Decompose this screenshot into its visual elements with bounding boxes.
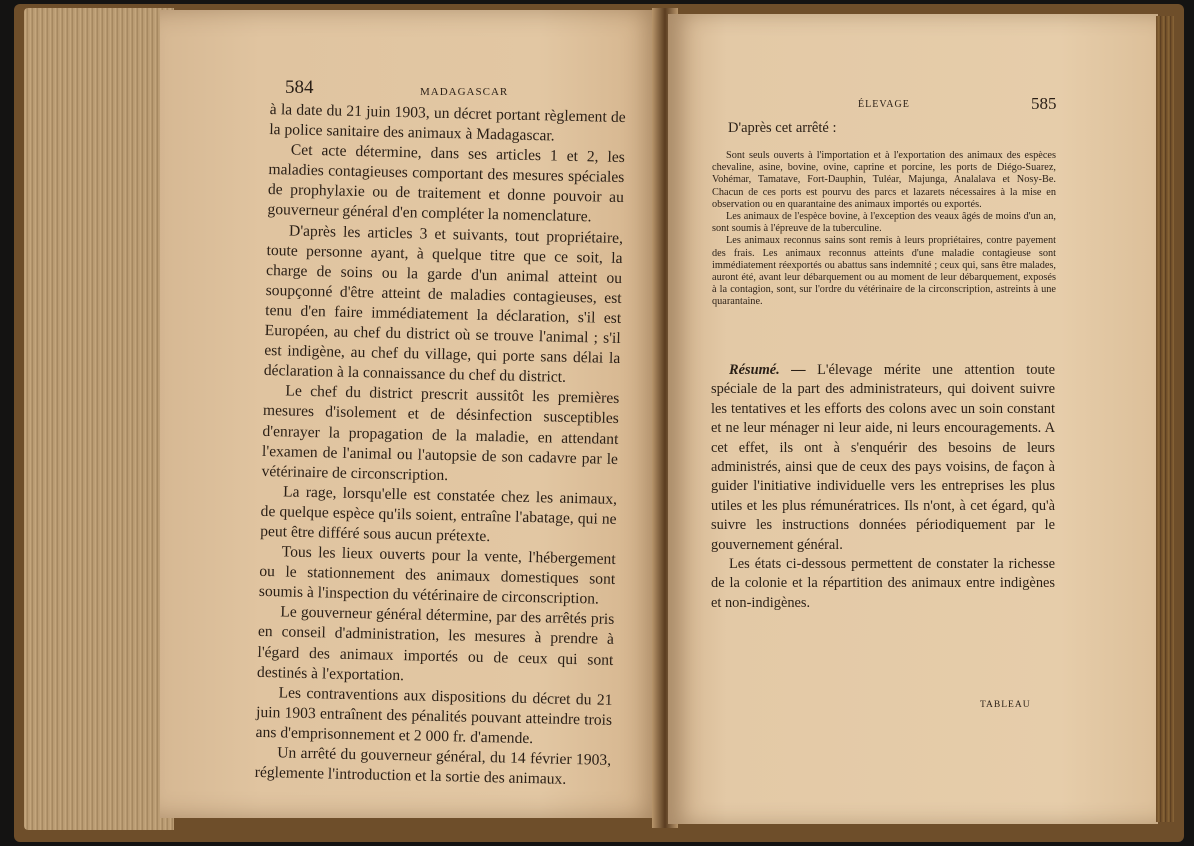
right-cover-edge [1156, 16, 1174, 822]
left-paragraph: Les contraventions aux dispositions du décret du 21 juin 1903 entraînent des pénalités pouvant atteindre trois ans d'emprisonnement et 2 000 fr. d'amende. [255, 684, 613, 748]
arrete-quotation [712, 150, 1056, 309]
left-paragraph: La rage, lorsqu'elle est constatée chez les animaux, de quelque espèce qu'ils soient, entraîne l'abatage, qui ne peut être différé sous aucun prétexte. [260, 483, 618, 546]
left-paragraph: D'après les articles 3 et suivants, tout propriétaire, toute personne ayant, à quelque titre que ce soit, la charge de soins ou la garde d'un animal atteint ou soupçonné d'être atteint de maladies contagieuses, est tenu d'en faire immédiatement la déclaration, s'il est Européen, au chef du district où se trouve l'animal ; s'il est indigène, au chef du village, qui porte sans délai la déclaration à la connaissance du chef du district. [263, 222, 624, 387]
arrete-paragraph: Les animaux de l'espèce bovine, à l'exception des veaux âgés de moins d'un an, sont soumis à l'épreuve de la tuberculine. [712, 211, 1056, 235]
left-paragraph: Le gouverneur général détermine, par des arrêtés pris en conseil d'administration, les mesures à prendre à l'égard des animaux importés ou de ceux qui sont destinés à l'exportation. [256, 603, 615, 684]
left-page-number: 584 [285, 77, 314, 98]
arrete-paragraph: Les animaux reconnus sains sont remis à leurs propriétaires, contre payement des frais. Les animaux reconnus atteints d'une maladie contagieuse sont immédiatement réexportés ou abattus sans indemnité ; ceux qui, sans être malades, auront été, avant leur débarquement ou au moment de leur débarquement, exposés à la contagion, sont, sur l'ordre du vétérinaire de la circonscription, astreints à une quarantaine. [712, 235, 1056, 308]
resume-text: L'élevage mérite une attention toute spéciale de la part des administrateurs, qui doivent suivre les tentatives et les efforts des colons avec un soin constant et ne leur ménager ni leur aide, ni leurs encouragements. A cet effet, ils ont à s'enquérir des besoins de leurs administrés, ainsi que de ceux des pays voisins, de façon à guider l'initiative individuelle vers les entreprises les plus utiles et les plus rémunératrices. Ils n'ont, à cet égard, qu'à suivre les instructions données périodiquement par le gouvernement général. [711, 362, 1055, 553]
left-paragraph: Tous les lieux ouverts pour la vente, l'hébergement ou le stationnement des animaux domestiques sont soumis à l'inspection du vétérinaire de circonscription. [258, 543, 616, 608]
right-body-text [711, 361, 1055, 613]
resume-paragraph [711, 361, 1055, 555]
resume-label: Résumé. — [729, 362, 806, 378]
page-edges [24, 8, 174, 830]
left-paragraph: Cet acte détermine, dans ses articles 1 et 2, les maladies contagieuses comportant des mesures spéciales de prophylaxie ou de traitement et donne pouvoir au gouverneur général d'en compléter la nomenclature. [267, 141, 625, 226]
final-paragraph: Les états ci-dessous permettent de constater la richesse de la colonie et la répartition des animaux entre indigènes et non-indigènes. [711, 556, 1055, 611]
left-paragraph: à la date du 21 juin 1903, un décret portant règlement de la police sanitaire des animaux à Madagascar. [269, 100, 626, 145]
left-paragraph: Un arrêté du gouverneur général, du 14 février 1903, réglemente l'introduction et la sortie des animaux. [254, 744, 612, 788]
catchword: TABLEAU [980, 700, 1031, 710]
left-paragraph: Le chef du district prescrit aussitôt les premières mesures d'isolement et de désinfection susceptibles d'enrayer la propagation de la maladie, en attendant l'examen de l'animal ou l'autopsie de son cadavre par le vétérinaire de circonscription. [261, 382, 620, 484]
right-page-number: 585 [1031, 94, 1057, 113]
left-body-text [255, 100, 626, 791]
right-running-head: ÉLEVAGE [858, 99, 910, 110]
arrete-paragraph: Sont seuls ouverts à l'importation et à l'exportation des animaux des espèces chevaline, asine, bovine, ovine, caprine et porcine, les ports de Diégo-Suarez, Vohémar, Tamatave, Fort-Dauphin, Tuléar, Majunga, Analalava et Nosy-Be. Chacun de ces ports est pourvu des parcs et lazarets nécessaires à la mise en observation ou en quarantaine des animaux importés ou exportés. [712, 150, 1056, 210]
arrete-intro: D'après cet arrêté : [728, 120, 837, 136]
left-running-head: MADAGASCAR [420, 86, 509, 98]
